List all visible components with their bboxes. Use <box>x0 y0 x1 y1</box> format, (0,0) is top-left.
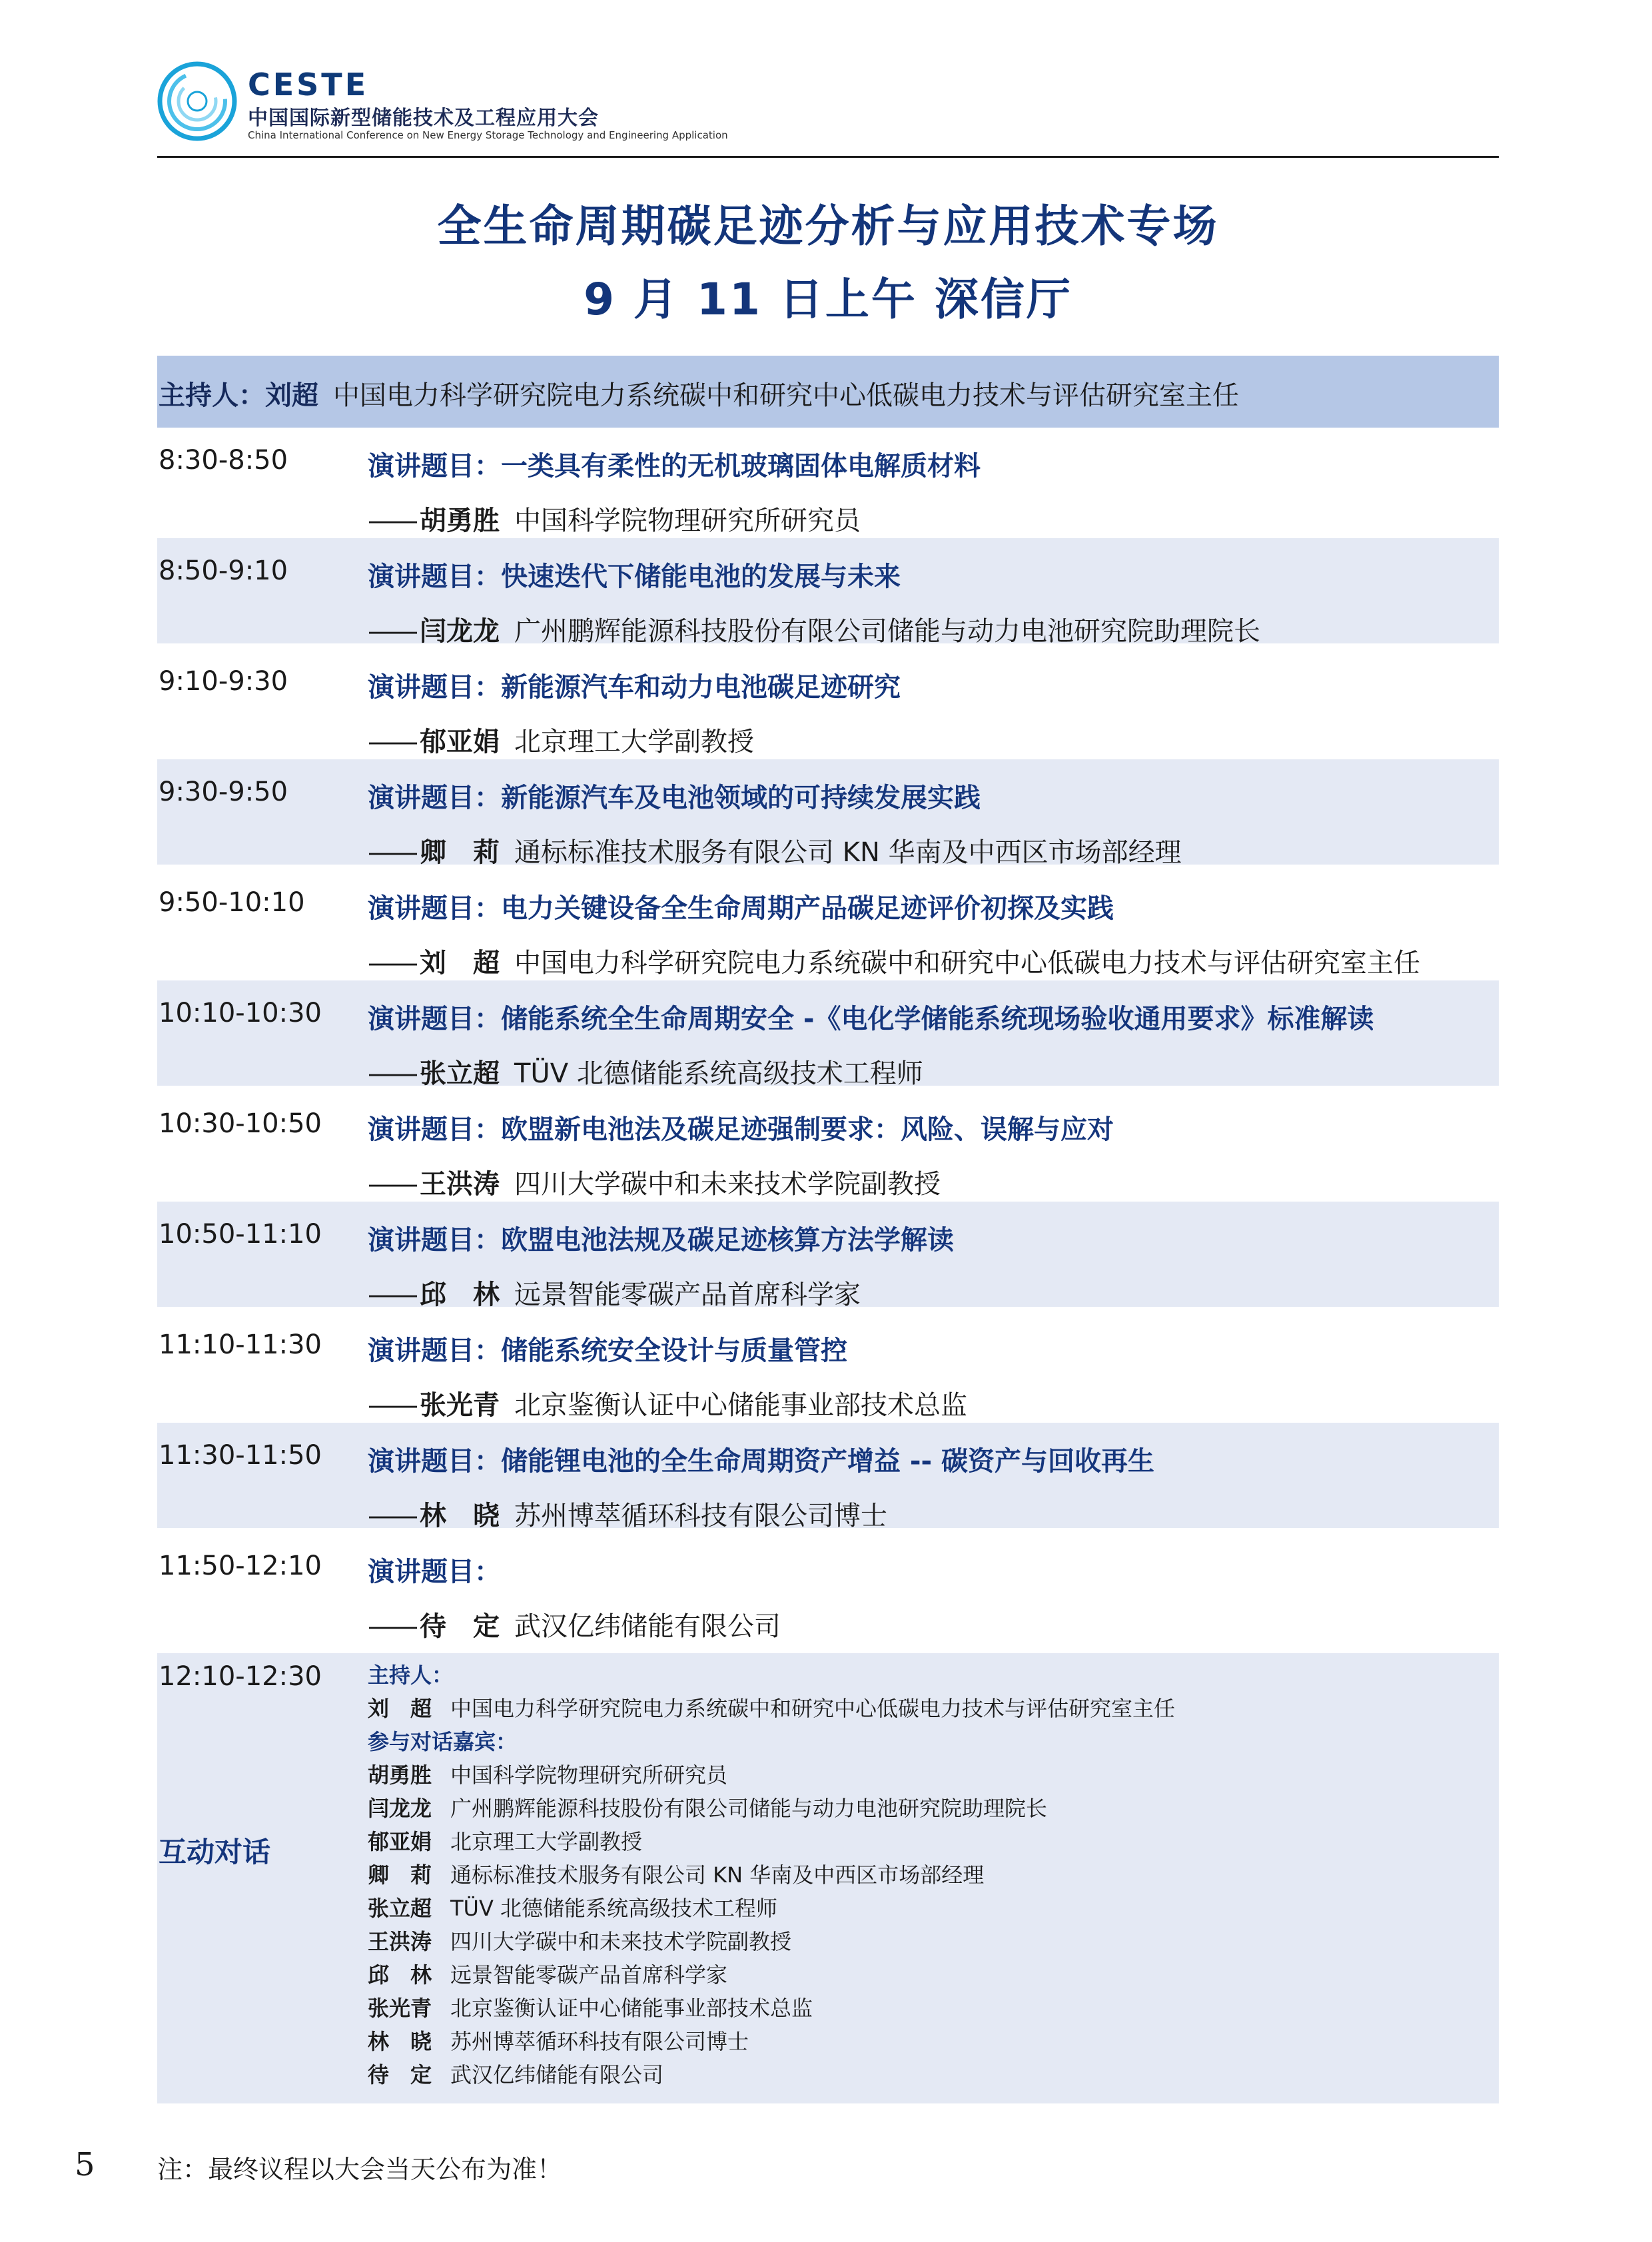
session-time: 8:50-9:10 <box>159 556 288 586</box>
dialogue-guest: 闫龙龙 广州鹏辉能源科技股份有限公司储能与动力电池研究院助理院长 <box>368 1796 1048 1821</box>
session-speaker: —— 卿 莉 通标标准技术服务有限公司 KN 华南及中西区市场部经理 <box>368 837 1182 868</box>
session-topic: 演讲题目：欧盟电池法规及碳足迹核算方法学解读 <box>368 1225 954 1256</box>
session-topic: 演讲题目：欧盟新电池法及碳足迹强制要求：风险、误解与应对 <box>368 1114 1114 1145</box>
dialogue-block <box>157 1653 1499 2103</box>
session-time: 9:50-10:10 <box>159 887 305 918</box>
schedule-row <box>157 980 1499 1089</box>
schedule-row <box>157 1091 1499 1200</box>
schedule-row <box>157 1533 1499 1642</box>
session-topic: 演讲题目： <box>368 1557 501 1587</box>
session-time: 10:50-11:10 <box>159 1219 322 1250</box>
session-speaker: —— 张立超 TÜV 北德储能系统高级技术工程师 <box>368 1058 923 1089</box>
session-speaker: —— 王洪涛 四川大学碳中和未来技术学院副教授 <box>368 1169 941 1200</box>
session-time: 9:30-9:50 <box>159 777 288 807</box>
dialogue-guest: 卿 莉 通标标准技术服务有限公司 KN 华南及中西区市场部经理 <box>368 1862 985 1888</box>
dialogue-guest: 胡勇胜 中国科学院物理研究所研究员 <box>368 1762 728 1788</box>
session-date-venue: 9 月 11 日上午 深信厅 <box>584 274 1072 325</box>
dialogue-label: 互动对话 <box>159 1836 271 1868</box>
session-topic: 演讲题目：快速迭代下储能电池的发展与未来 <box>368 561 901 592</box>
session-time: 8:30-8:50 <box>159 445 288 476</box>
session-topic: 演讲题目：新能源汽车和动力电池碳足迹研究 <box>368 672 901 703</box>
page-number: 5 <box>75 2146 95 2183</box>
session-topic: 演讲题目：新能源汽车及电池领域的可持续发展实践 <box>368 783 981 813</box>
moderator-label: 主持人： <box>159 380 265 411</box>
schedule-row <box>157 759 1499 868</box>
header-divider <box>157 156 1499 158</box>
dialogue-guests-heading: 参与对话嘉宾： <box>368 1729 518 1754</box>
session-speaker: —— 郁亚娟 北京理工大学副教授 <box>368 727 754 757</box>
session-topic: 演讲题目：电力关键设备全生命周期产品碳足迹评价初探及实践 <box>368 893 1114 924</box>
page-title: 全生命周期碳足迹分析与应用技术专场 <box>437 200 1219 252</box>
dialogue-guest: 待 定 武汉亿纬储能有限公司 <box>368 2062 664 2087</box>
moderator-title: 中国电力科学研究院电力系统碳中和研究中心低碳电力技术与评估研究室主任 <box>333 380 1239 411</box>
dialogue-host-heading: 主持人： <box>368 1663 454 1688</box>
session-topic: 演讲题目：储能系统安全设计与质量管控 <box>368 1335 847 1366</box>
dialogue-guest: 张立超 TÜV 北德储能系统高级技术工程师 <box>368 1896 778 1921</box>
session-speaker: —— 胡勇胜 中国科学院物理研究所研究员 <box>368 506 861 536</box>
session-time: 11:10-11:30 <box>159 1329 322 1360</box>
dialogue-host: 刘 超 中国电力科学研究院电力系统碳中和研究中心低碳电力技术与评估研究室主任 <box>368 1696 1176 1721</box>
session-speaker: —— 林 晓 苏州博萃循环科技有限公司博士 <box>368 1501 887 1531</box>
dialogue-guest: 王洪涛 四川大学碳中和未来技术学院副教授 <box>368 1929 792 1954</box>
schedule-row <box>157 1423 1499 1531</box>
session-time: 11:50-12:10 <box>159 1551 322 1581</box>
session-topic: 演讲题目：储能锂电池的全生命周期资产增益 -- 碳资产与回收再生 <box>368 1446 1155 1477</box>
session-topic: 演讲题目：一类具有柔性的无机玻璃固体电解质材料 <box>368 451 981 482</box>
schedule-row <box>157 1202 1499 1310</box>
conference-logo-icon <box>157 61 237 141</box>
moderator-name: 刘超 <box>265 380 318 411</box>
session-time: 11:30-11:50 <box>159 1440 322 1471</box>
session-time: 10:10-10:30 <box>159 998 322 1028</box>
schedule-row <box>157 870 1499 978</box>
schedule-row <box>157 538 1499 647</box>
dialogue-guest: 郁亚娟 北京理工大学副教授 <box>368 1829 643 1854</box>
dialogue-time: 12:10-12:30 <box>159 1661 322 1692</box>
session-topic: 演讲题目：储能系统全生命周期安全 -《电化学储能系统现场验收通用要求》标准解读 <box>368 1004 1374 1034</box>
logo-brand: CESTE <box>248 67 369 103</box>
session-speaker: —— 邱 林 远景智能零碳产品首席科学家 <box>368 1280 861 1310</box>
moderator-bar <box>157 356 1499 428</box>
session-time: 10:30-10:50 <box>159 1108 322 1139</box>
session-speaker: —— 待 定 武汉亿纬储能有限公司 <box>368 1611 781 1642</box>
dialogue-guest: 邱 林 远景智能零碳产品首席科学家 <box>368 1962 728 1988</box>
session-speaker: —— 闫龙龙 广州鹏辉能源科技股份有限公司储能与动力电池研究院助理院长 <box>368 616 1260 647</box>
dialogue-guest: 林 晓 苏州博萃循环科技有限公司博士 <box>368 2029 749 2054</box>
schedule-row <box>157 428 1499 536</box>
session-speaker: —— 刘 超 中国电力科学研究院电力系统碳中和研究中心低碳电力技术与评估研究室主任 <box>368 948 1420 978</box>
dialogue-guest: 张光青 北京鉴衡认证中心储能事业部技术总监 <box>368 1996 813 2021</box>
conference-name-en: China International Conference on New Energy Storage Technology and Engineering Application <box>248 129 728 141</box>
conference-name-cn: 中国国际新型储能技术及工程应用大会 <box>248 107 599 130</box>
schedule-row <box>157 649 1499 757</box>
schedule-row <box>157 1312 1499 1421</box>
session-speaker: —— 张光青 北京鉴衡认证中心储能事业部技术总监 <box>368 1390 967 1421</box>
session-time: 9:10-9:30 <box>159 666 288 697</box>
footnote: 注：最终议程以大会当天公布为准！ <box>157 2155 563 2184</box>
